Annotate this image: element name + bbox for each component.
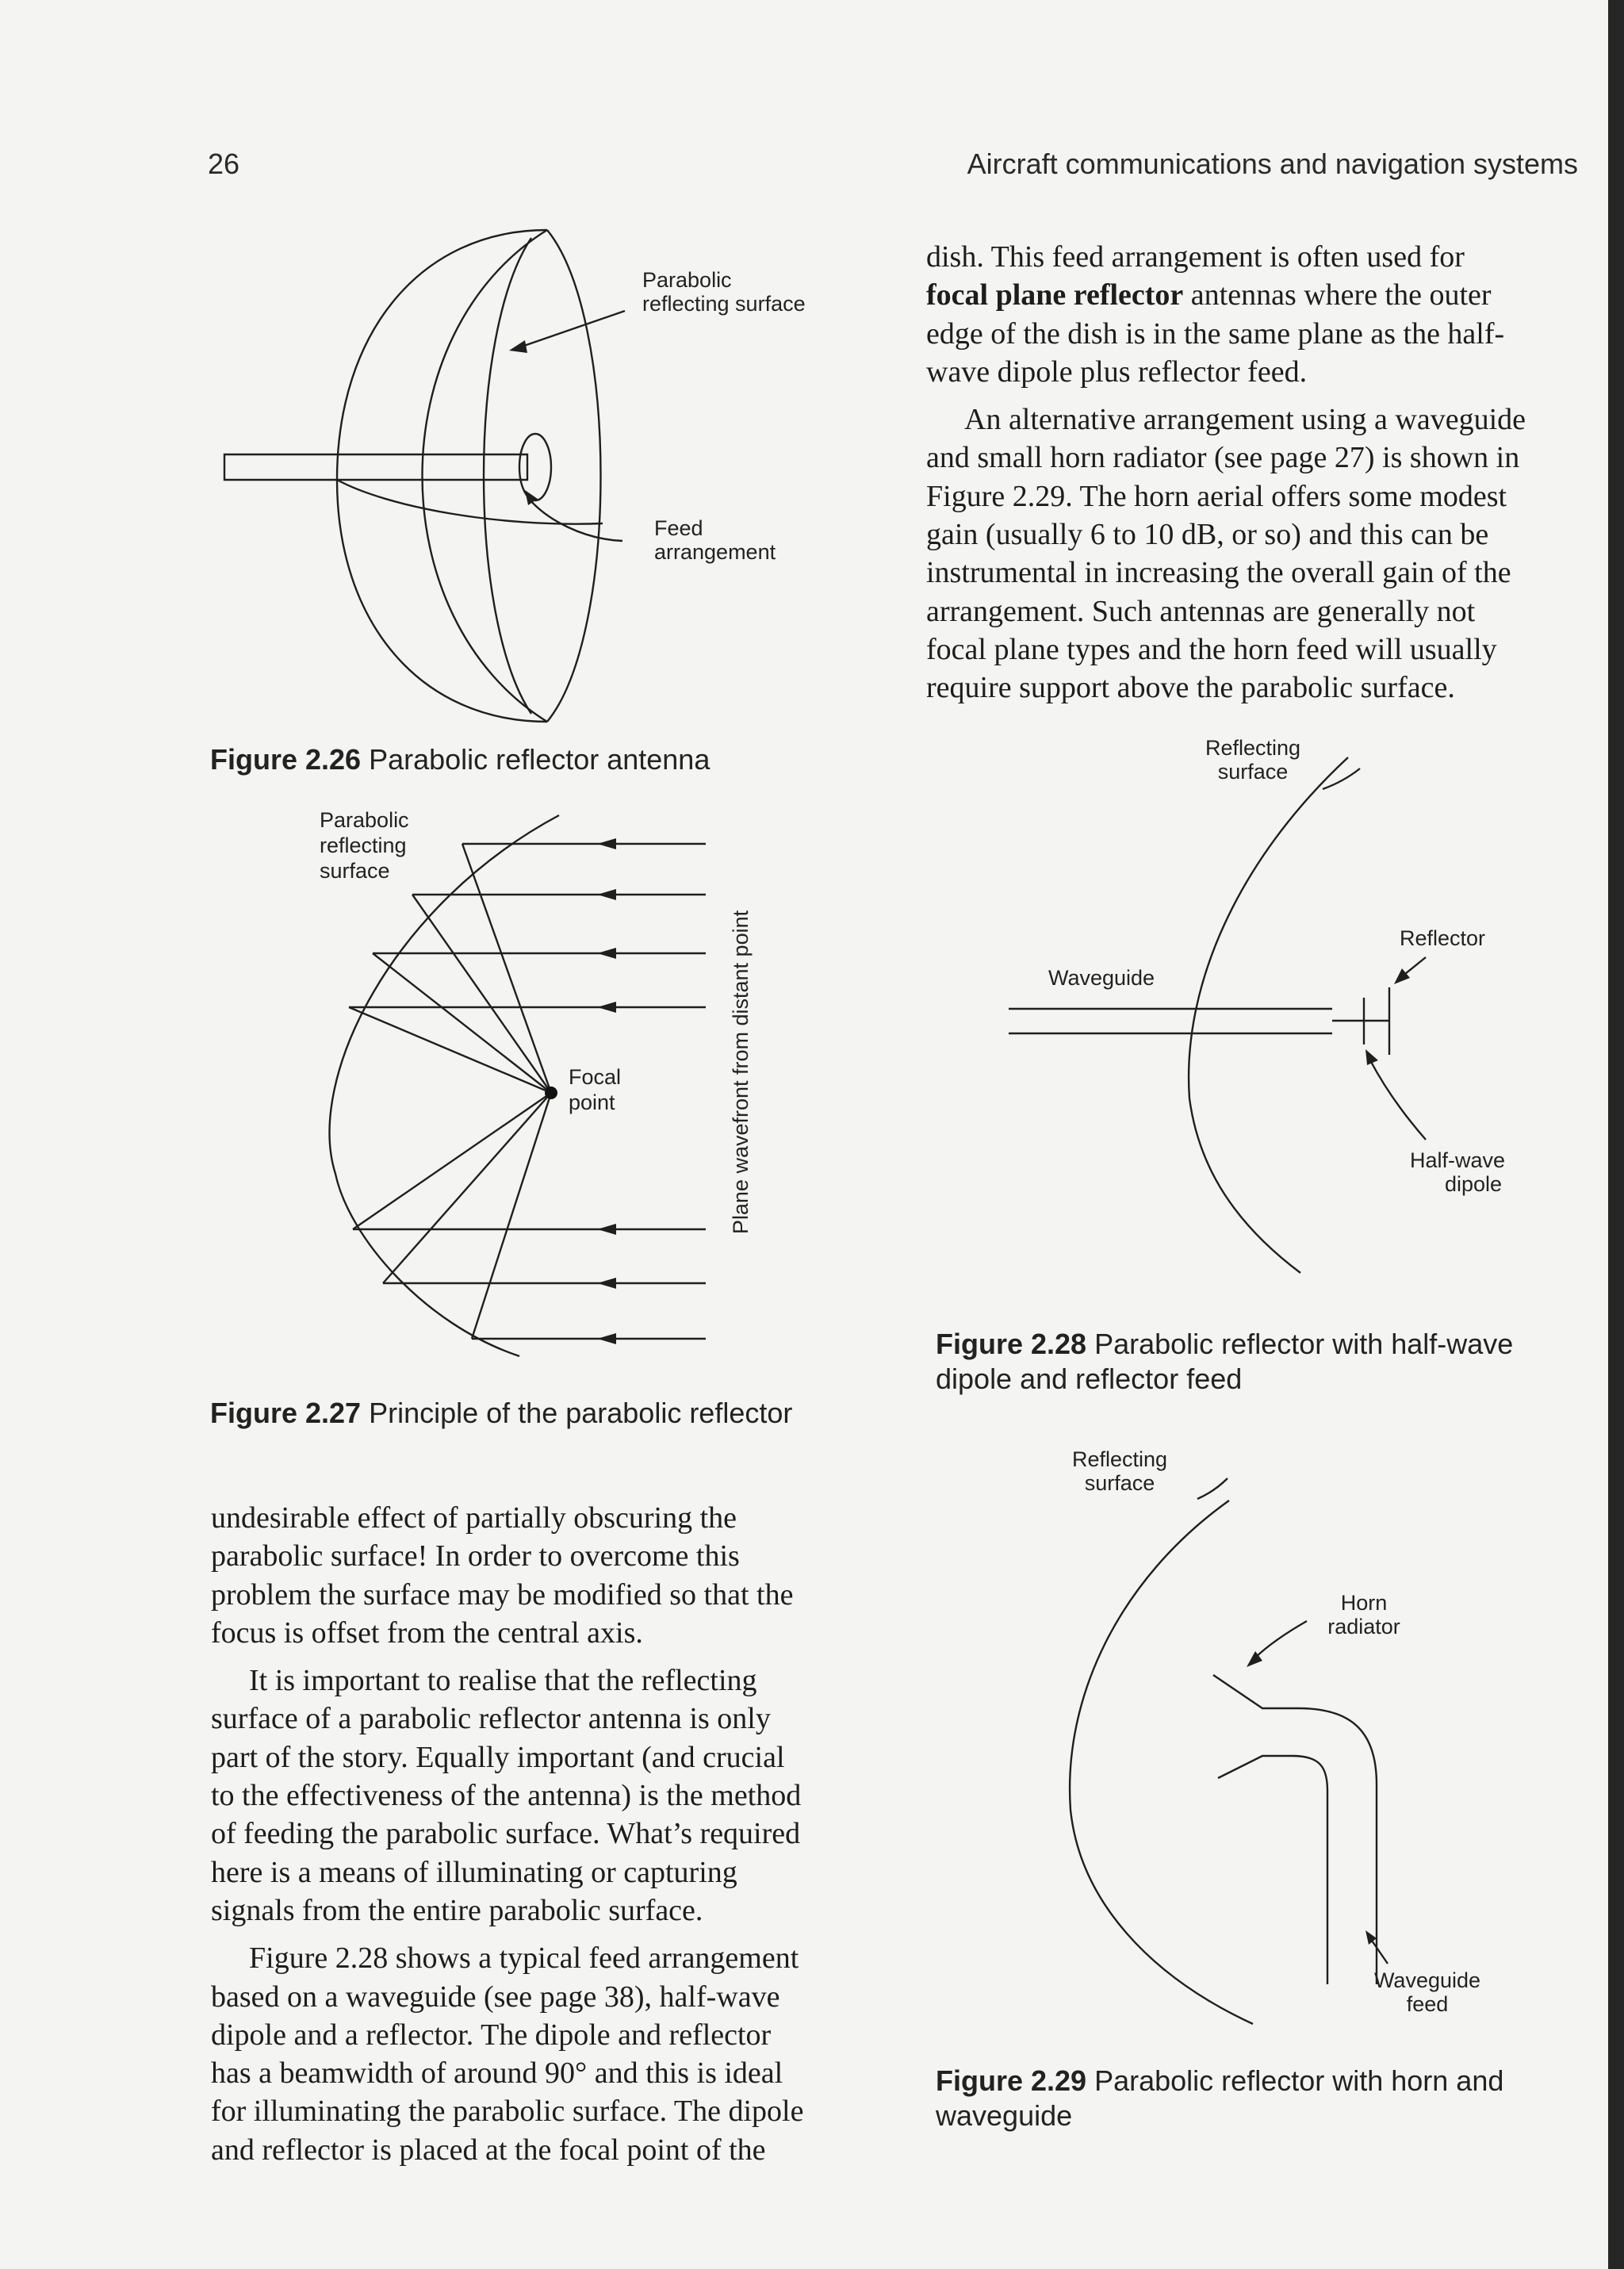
fig27-label-reflecting: reflecting [320,834,407,857]
fig29-label-waveguide: Waveguide [1373,1968,1481,1992]
caption-number: Figure 2.28 [936,1328,1087,1360]
text-line: part of the story. Equally important (and crucial [211,1740,785,1774]
text-line: arrangement. Such antennas are generally not [926,594,1476,628]
dish-meridian-upper [423,230,548,722]
fig27-label-focal: Focal [569,1065,622,1089]
text-line-last: require support above the parabolic surface. [926,671,1455,705]
text-line: Figure 2.28 shows a typical feed arrangement [249,1941,799,1976]
feed-horn [519,434,551,500]
caption-text: Principle of the parabolic reflector [369,1397,793,1429]
caption-text-line-2: dipole and reflector feed [936,1363,1243,1395]
text-line: based on a waveguide (see page 38), half-wave [211,1980,780,2014]
text-line: undesirable effect of partially obscuring the [211,1501,737,1535]
caption-text: Parabolic reflector with half-wave [1094,1328,1514,1360]
fig29-label-reflecting: Reflecting [1071,1447,1168,1471]
waveguide-arrowhead [1365,1930,1377,1945]
text-line: instrumental in increasing the overall gain of the [926,556,1511,590]
dipole-arrowhead [1365,1049,1378,1065]
figure-2-28-diagram [999,726,1554,1297]
dish-outer-surface [337,230,547,722]
text-line: and small horn radiator (see page 27) is shown in [926,441,1520,475]
text-line: An alternative arrangement using a waveguide [964,403,1526,437]
paragraph [211,1662,869,1930]
fig29-label-horn: Horn [1340,1591,1388,1615]
reflected-rays [349,844,551,1339]
page-number: 26 [208,148,240,180]
fig28-label-half-wave: Half-wave [1409,1148,1506,1172]
waveguide-leader [1370,1938,1388,1964]
left-body-text [211,1499,869,2169]
text-line-last: wave dipole plus reflector feed. [926,355,1308,389]
fig26-label-arrangement: arrangement [654,540,776,564]
fig27-label-parabolic: Parabolic [320,808,409,832]
dish-meridian-lower [484,238,531,714]
running-title: Aircraft communications and navigation systems [967,148,1578,180]
text-line: gain (usually 6 to 10 dB, or so) and this can be [926,518,1489,552]
surface-leader [1197,1478,1228,1499]
text-line: here is a means of illuminating or capturing [211,1855,737,1889]
fig26-label-feed: Feed [654,516,703,540]
focal-point-dot [545,1087,557,1099]
text-line: dish. This feed arrangement is often used for [926,240,1465,274]
bold-term: focal plane reflector [926,278,1184,312]
fig27-label-surface: surface [320,859,390,883]
horn-and-waveguide [1213,1675,1377,1984]
fig29-label-surface: surface [1084,1471,1155,1495]
figure-2-27-diagram [313,801,916,1372]
text-line: has a beamwidth of around 90° and this is ideal [211,2056,783,2091]
figure-2-29-diagram [1031,1437,1586,2056]
paragraph [926,401,1580,707]
text-line-last: focus is offset from the central axis. [211,1616,643,1650]
fig26-label-parabolic: Parabolic [642,268,732,292]
figure-2-26-caption [210,742,710,777]
dipole-and-reflector [1332,987,1389,1055]
reflecting-surface-curve [1189,757,1348,1273]
paragraph [211,1939,869,2169]
text-line: parabolic surface! In order to overcome this [211,1539,740,1573]
fig26-label-reflecting-surface: reflecting surface [642,292,806,316]
dish-front-rim [547,230,601,722]
text-line: for illuminating the parabolic surface. The dipole [211,2095,804,2129]
text-line: of feeding the parabolic surface. What’s required [211,1817,801,1851]
fig28-label-reflector: Reflector [1400,926,1486,950]
text-line-last: signals from the entire parabolic surface. [211,1893,703,1927]
text-line: focal plane types and the horn feed will usually [926,632,1497,666]
text-line: It is important to realise that the reflecting [249,1664,757,1698]
text-line: Figure 2.29. The horn aerial offers some modest [926,479,1507,513]
figure-2-27-caption [210,1396,792,1431]
reflecting-surface-curve [1070,1501,1253,2024]
caption-number: Figure 2.27 [210,1397,362,1429]
text-line: surface of a parabolic reflector antenna is only [211,1702,771,1736]
figure-2-26-diagram [222,222,806,745]
fig27-label-wavefront: Plane wavefront from distant point [729,910,753,1235]
text-line: problem the surface may be modified so that the [211,1577,794,1612]
fig28-label-surface: surface [1217,760,1289,784]
feed-stub [224,454,527,480]
fig28-label-reflecting: Reflecting [1205,736,1301,760]
reflector-arrowhead [1394,968,1410,984]
dish-equator [337,480,603,524]
surface-leader [519,311,625,347]
fig28-label-waveguide: Waveguide [1048,966,1155,990]
waveguide [1009,1009,1332,1033]
right-body-text [926,238,1580,707]
caption-text: Parabolic reflector antenna [369,743,710,776]
caption-text: Parabolic reflector with horn and [1094,2064,1504,2097]
fig29-label-radiator: radiator [1327,1615,1400,1639]
fig27-label-point: point [569,1090,615,1114]
figure-2-28-caption [936,1327,1513,1397]
page-edge-shadow [1608,0,1624,2269]
paragraph [211,1499,869,1652]
paragraph [926,238,1580,391]
text-line: focal plane reflector antennas where the outer [926,278,1492,312]
text-line: and reflector is placed at the focal point of the [211,2133,766,2167]
caption-number: Figure 2.26 [210,743,362,776]
caption-text-line-2: waveguide [936,2099,1073,2132]
surface-arrowhead [509,340,527,353]
incoming-rays [349,844,706,1339]
fig28-label-dipole: dipole [1444,1172,1503,1196]
dipole-leader [1370,1060,1426,1140]
horn-leader [1255,1621,1307,1658]
text-line: edge of the dish is in the same plane as the half- [926,316,1505,351]
surface-leader [1323,768,1360,789]
figure-2-29-caption [936,2064,1503,2133]
reflector-leader [1405,957,1426,974]
caption-number: Figure 2.29 [936,2064,1087,2097]
fig29-label-feed: feed [1406,1992,1449,2016]
feed-leader [530,500,622,541]
text-line: to the effectiveness of the antenna) is the method [211,1779,802,1813]
feed-arrowhead [525,490,538,505]
parabolic-surface-curve [330,815,559,1356]
text-line: dipole and a reflector. The dipole and reflector [211,2018,772,2052]
